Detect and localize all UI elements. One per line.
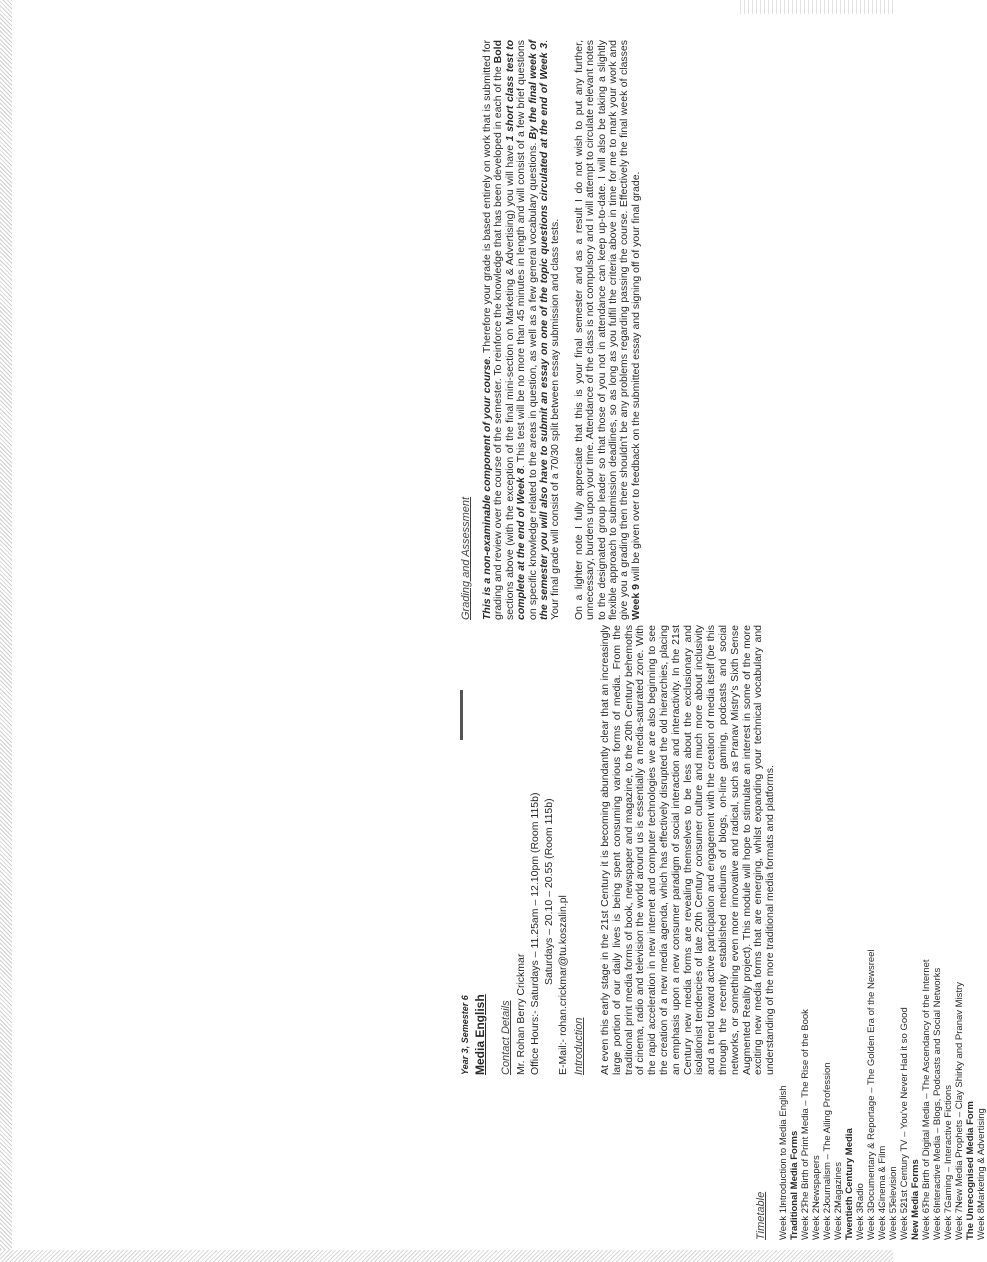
timetable-week: Week 6:-	[932, 1202, 943, 1240]
right-column	[460, 40, 880, 620]
intro-paragraph: At even this early stage in the 21st Century it is becoming abundantly clear that an increasingly large portion of our daily lives is being spent consuming various forms of media. From the traditional print media forms of book, newspaper and magazine, to the 20th Century behemoths of cinema, radio and television the world around us is essentially a media-saturated zone. With the rapid acceleration in new internet and computer technologies we are also beginning to see the creation of a new media agenda, which has effectively disrupted the old hierarchies, placing an emphasis upon a new consumer paradigm of social interaction and interactivity. In the 21st Century new media forms are revealing themselves to be less about the exclusionary and isolationist tendencies of late 20th Century consumer culture and much more about inclusivity and a trend toward active participation and engagement with the creation of media itself (be this through the recently established mediums of blogs, on-line gaming, podcasts and social networks, or something even more innovative and radical, such as Pranav Mistry's Sixth Sense Augmented Reality project). This module will hope to stimulate an interest in some of the more exciting new media forms that are emerging, whilst expanding your technical vocabulary and understanding of the more traditional media formats and platforms.	[599, 625, 777, 1075]
header-course-title: Media English	[473, 994, 487, 1075]
timetable-row	[811, 640, 822, 1240]
timetable-group-label: New Media Forms	[910, 1159, 921, 1240]
grading-text-run: 1 short class test to complete at the end of Week 8	[503, 40, 528, 620]
timetable-week: Week 2:-	[800, 1202, 811, 1240]
grading-text-run: sections above (with the exception of the final mini-section on Marketing & Advertising) you will have	[503, 141, 516, 620]
rotated-page	[460, 39, 987, 1240]
grading-text-run: On a lighter note I fully appreciate that this is your final semester and as a result I do not wish to put any further, unnecessary, burdens upon your time. Attendance of the class is not compulsory and I will attempt to circulate relevant notes to the designated group leader so that those of you not in attendance can keep up-to-date. I will also be taking a slightly flexible approach to submission deadlines, so as long as you fulfil the criteria above in time for me to mark your work and give you a grading then there shouldn't be any problems regarding passing the course. Effectively the final week of classes	[572, 40, 631, 620]
grading-text-run: By the final week of the semester you will also have to submit an essay on one of the topic questions circulated at the end of Week 3	[526, 40, 551, 620]
timetable-week: Week 3:-	[866, 1202, 877, 1240]
contact-email: E-Mail:- rohan.crickmar@tu.koszalin.pl	[557, 895, 569, 1075]
timetable-topic: Radio	[855, 1183, 866, 1208]
timetable-row	[976, 640, 987, 1240]
timetable-row	[822, 640, 833, 1240]
timetable-topic: Marketing & Advertising	[976, 1108, 987, 1208]
timetable-topic: Documentary & Reportage – The Golden Era of the Newsreel	[866, 949, 877, 1208]
timetable-group	[789, 640, 800, 1240]
timetable-topic: The Birth of Print Media – The Rise of the Book	[800, 1009, 811, 1208]
timetable-week: Week 1:-	[778, 1202, 789, 1240]
timetable-row	[899, 640, 910, 1240]
intro-title: Introduction	[573, 1017, 585, 1075]
scan-edge-top	[740, 0, 893, 14]
timetable-row	[855, 640, 866, 1240]
timetable-group-label: Traditional Media Forms	[789, 1130, 800, 1240]
contact-hours-1: Office Hours:- Saturdays – 11.25am – 12.10pm (Room 115b)	[529, 792, 541, 1075]
timetable-topic: Gaming – Interactive Fictions	[943, 1084, 954, 1208]
contact-hours-2: Saturdays – 20.10 – 20.55 (Room 115b)	[543, 798, 555, 985]
contact-title: Contact Details	[500, 1000, 512, 1075]
grading-title: Grading and Assessment	[460, 496, 472, 620]
scan-edge-bottom	[0, 1250, 893, 1262]
timetable-row	[833, 640, 844, 1240]
timetable-topic: Cinema & Film	[877, 1145, 888, 1208]
timetable-week: Week 3:-	[855, 1202, 866, 1240]
grading-paragraph-2	[574, 40, 642, 620]
timetable-group-label: The Unrecognised Media Form	[965, 1101, 976, 1240]
timetable-row	[954, 640, 965, 1240]
left-column	[460, 625, 987, 1240]
timetable-week: Week 7:-	[943, 1202, 954, 1240]
timetable-group-label: Twentieth Century Media	[844, 1128, 855, 1240]
grading-text-run: . Therefore your grade is based entirely on work that is submitted for grading and review over the course of the semester. To reinforce the knowledge that has been developed in each of the	[481, 39, 505, 620]
timetable-week: Week 2:-	[822, 1202, 833, 1240]
timetable-group	[965, 640, 976, 1240]
timetable-row	[800, 640, 811, 1240]
timetable-topic: Introduction to Media English	[778, 1085, 789, 1208]
grading-text-run: Bold	[492, 40, 505, 64]
timetable-row	[888, 640, 899, 1240]
grading-text-run: Week 9	[629, 584, 642, 620]
contact-details	[514, 793, 570, 1075]
timetable-week: Week 6:-	[921, 1202, 932, 1240]
grading-text-run: . Your final grade will consist of a 70/30 split between essay submission and class tests.	[538, 40, 562, 620]
grading-text-run: This is a non-examinable component of your course	[481, 358, 493, 620]
timetable-group	[910, 640, 921, 1240]
timetable-topic: New Media Prophets – Clay Shirky and Pranav Mistry	[954, 982, 965, 1208]
timetable-week: Week 4:-	[877, 1202, 888, 1240]
timetable-row	[932, 640, 943, 1240]
timetable-group	[844, 640, 855, 1240]
timetable-week: Week 2:-	[811, 1202, 822, 1240]
timetable-week: Week 8:-	[976, 1202, 987, 1240]
timetable-topic: Interactive Media – Blogs, Podcasts and Social Networks	[932, 967, 943, 1208]
timetable-row	[943, 640, 954, 1240]
grading-text	[482, 40, 654, 620]
timetable-row	[778, 640, 789, 1240]
timetable-list	[778, 640, 987, 1240]
timetable-topic: Journalism – The Ailing Profession	[822, 1062, 833, 1208]
grading-paragraph-1	[482, 40, 562, 620]
timetable-topic: The Birth of Digital Media – The Ascendancy of the Internet	[921, 959, 932, 1208]
timetable-topic: Television	[888, 1166, 899, 1208]
timetable-topic: 21st Century TV – You've Never Had it so Good	[899, 1007, 910, 1208]
timetable-topic: Magazines	[833, 1162, 844, 1208]
timetable-week: Week 2:-	[833, 1202, 844, 1240]
header-year: Year 3, Semester 6	[460, 995, 470, 1075]
timetable-row	[866, 640, 877, 1240]
timetable-topic: Newspapers	[811, 1155, 822, 1208]
timetable-week: Week 5:-	[888, 1202, 899, 1240]
contact-name: Mr. Rohan Berry Crickmar	[515, 953, 527, 1075]
grading-text-run: . This test will be no more than 45 minutes in length and will consist of a few brief questions on specific knowledge related to the areas in question, as well as a few general vocabulary questions.	[515, 39, 539, 620]
timetable-row	[877, 640, 888, 1240]
timetable-title: Timetable	[755, 1191, 767, 1240]
timetable-row	[921, 640, 932, 1240]
timetable-week: Week 5:-	[899, 1202, 910, 1240]
timetable-week: Week 7:-	[954, 1202, 965, 1240]
scan-edge-left	[0, 0, 12, 1262]
grading-text-run: will be given over to feedback on the submitted essay and signing off of your final grade.	[629, 171, 642, 584]
